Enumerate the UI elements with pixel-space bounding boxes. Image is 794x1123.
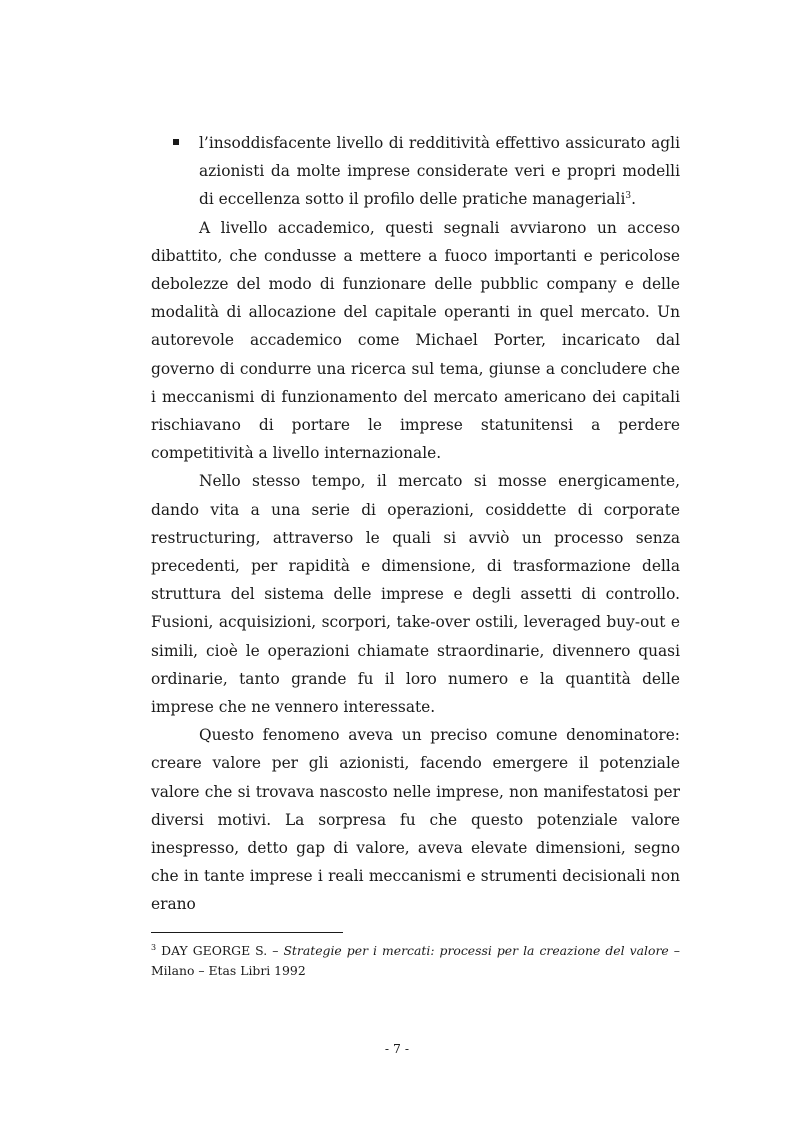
footnote-title: Strategie per i mercati: processi per la creazione del valore xyxy=(283,943,669,958)
footnote-divider xyxy=(151,932,343,933)
footnote-author: DAY GEORGE S. – xyxy=(161,943,279,958)
footnote-ref: 3 xyxy=(625,191,632,202)
paragraph-3: Questo fenomeno aveva un preciso comune denominatore: creare valore per gli azionisti, facendo emergere il potenziale valore che si trovava nascosto nelle imprese, non manifestatosi per diversi motivi. La sorpresa fu che questo potenziale valore inespresso, detto gap di valore, aveva elevate dimensioni, segno che in tante imprese i reali meccanismi e strumenti decisionali non erano xyxy=(151,726,680,914)
bullet-item xyxy=(151,129,680,214)
square-bullet-icon xyxy=(173,139,179,145)
bullet-text: l’insoddisfacente livello di redditività effettivo assicurato agli azionisti da molte imprese considerate veri e propri modelli di eccellenza sotto il profilo delle pratiche manageriali xyxy=(199,134,680,209)
footnote-number: 3 xyxy=(151,942,157,952)
page-number: - 7 - xyxy=(384,1041,410,1056)
paragraph-2: Nello stesso tempo, il mercato si mosse energicamente, dando vita a una serie di operazioni, cosiddette di corporate restructuring, attraverso le quali si avviò un processo senza precedenti, per rapidità e dimensione, di trasformazione della struttura del sistema delle imprese e degli assetti di controllo. Fusioni, acquisizioni, scorpori, take-over ostili, leveraged buy-out e simili, cioè le operazioni chiamate straordinarie, divennero quasi ordinarie, tanto grande fu il loro numero e la quantità delle imprese che ne vennero interessate. xyxy=(151,472,680,717)
footnote-publisher: – Milano – Etas Libri 1992 xyxy=(151,943,680,978)
main-text xyxy=(151,129,680,919)
paragraph-1: A livello accademico, questi segnali avviarono un acceso dibattito, che condusse a mettere a fuoco importanti e pericolose debolezze del modo di funzionare delle pubblic company e delle modalità di allocazione del capitale operanti in quel mercato. Un autorevole accademico come Michael Porter, incaricato dal governo di condurre una ricerca sul tema, giunse a concludere che i meccanismi di funzionamento del mercato americano dei capitali rischiavano di portare le imprese statunitensi a perdere competitività a livello internazionale. xyxy=(151,218,680,463)
footnote xyxy=(151,941,680,981)
bullet-end: . xyxy=(631,190,637,209)
